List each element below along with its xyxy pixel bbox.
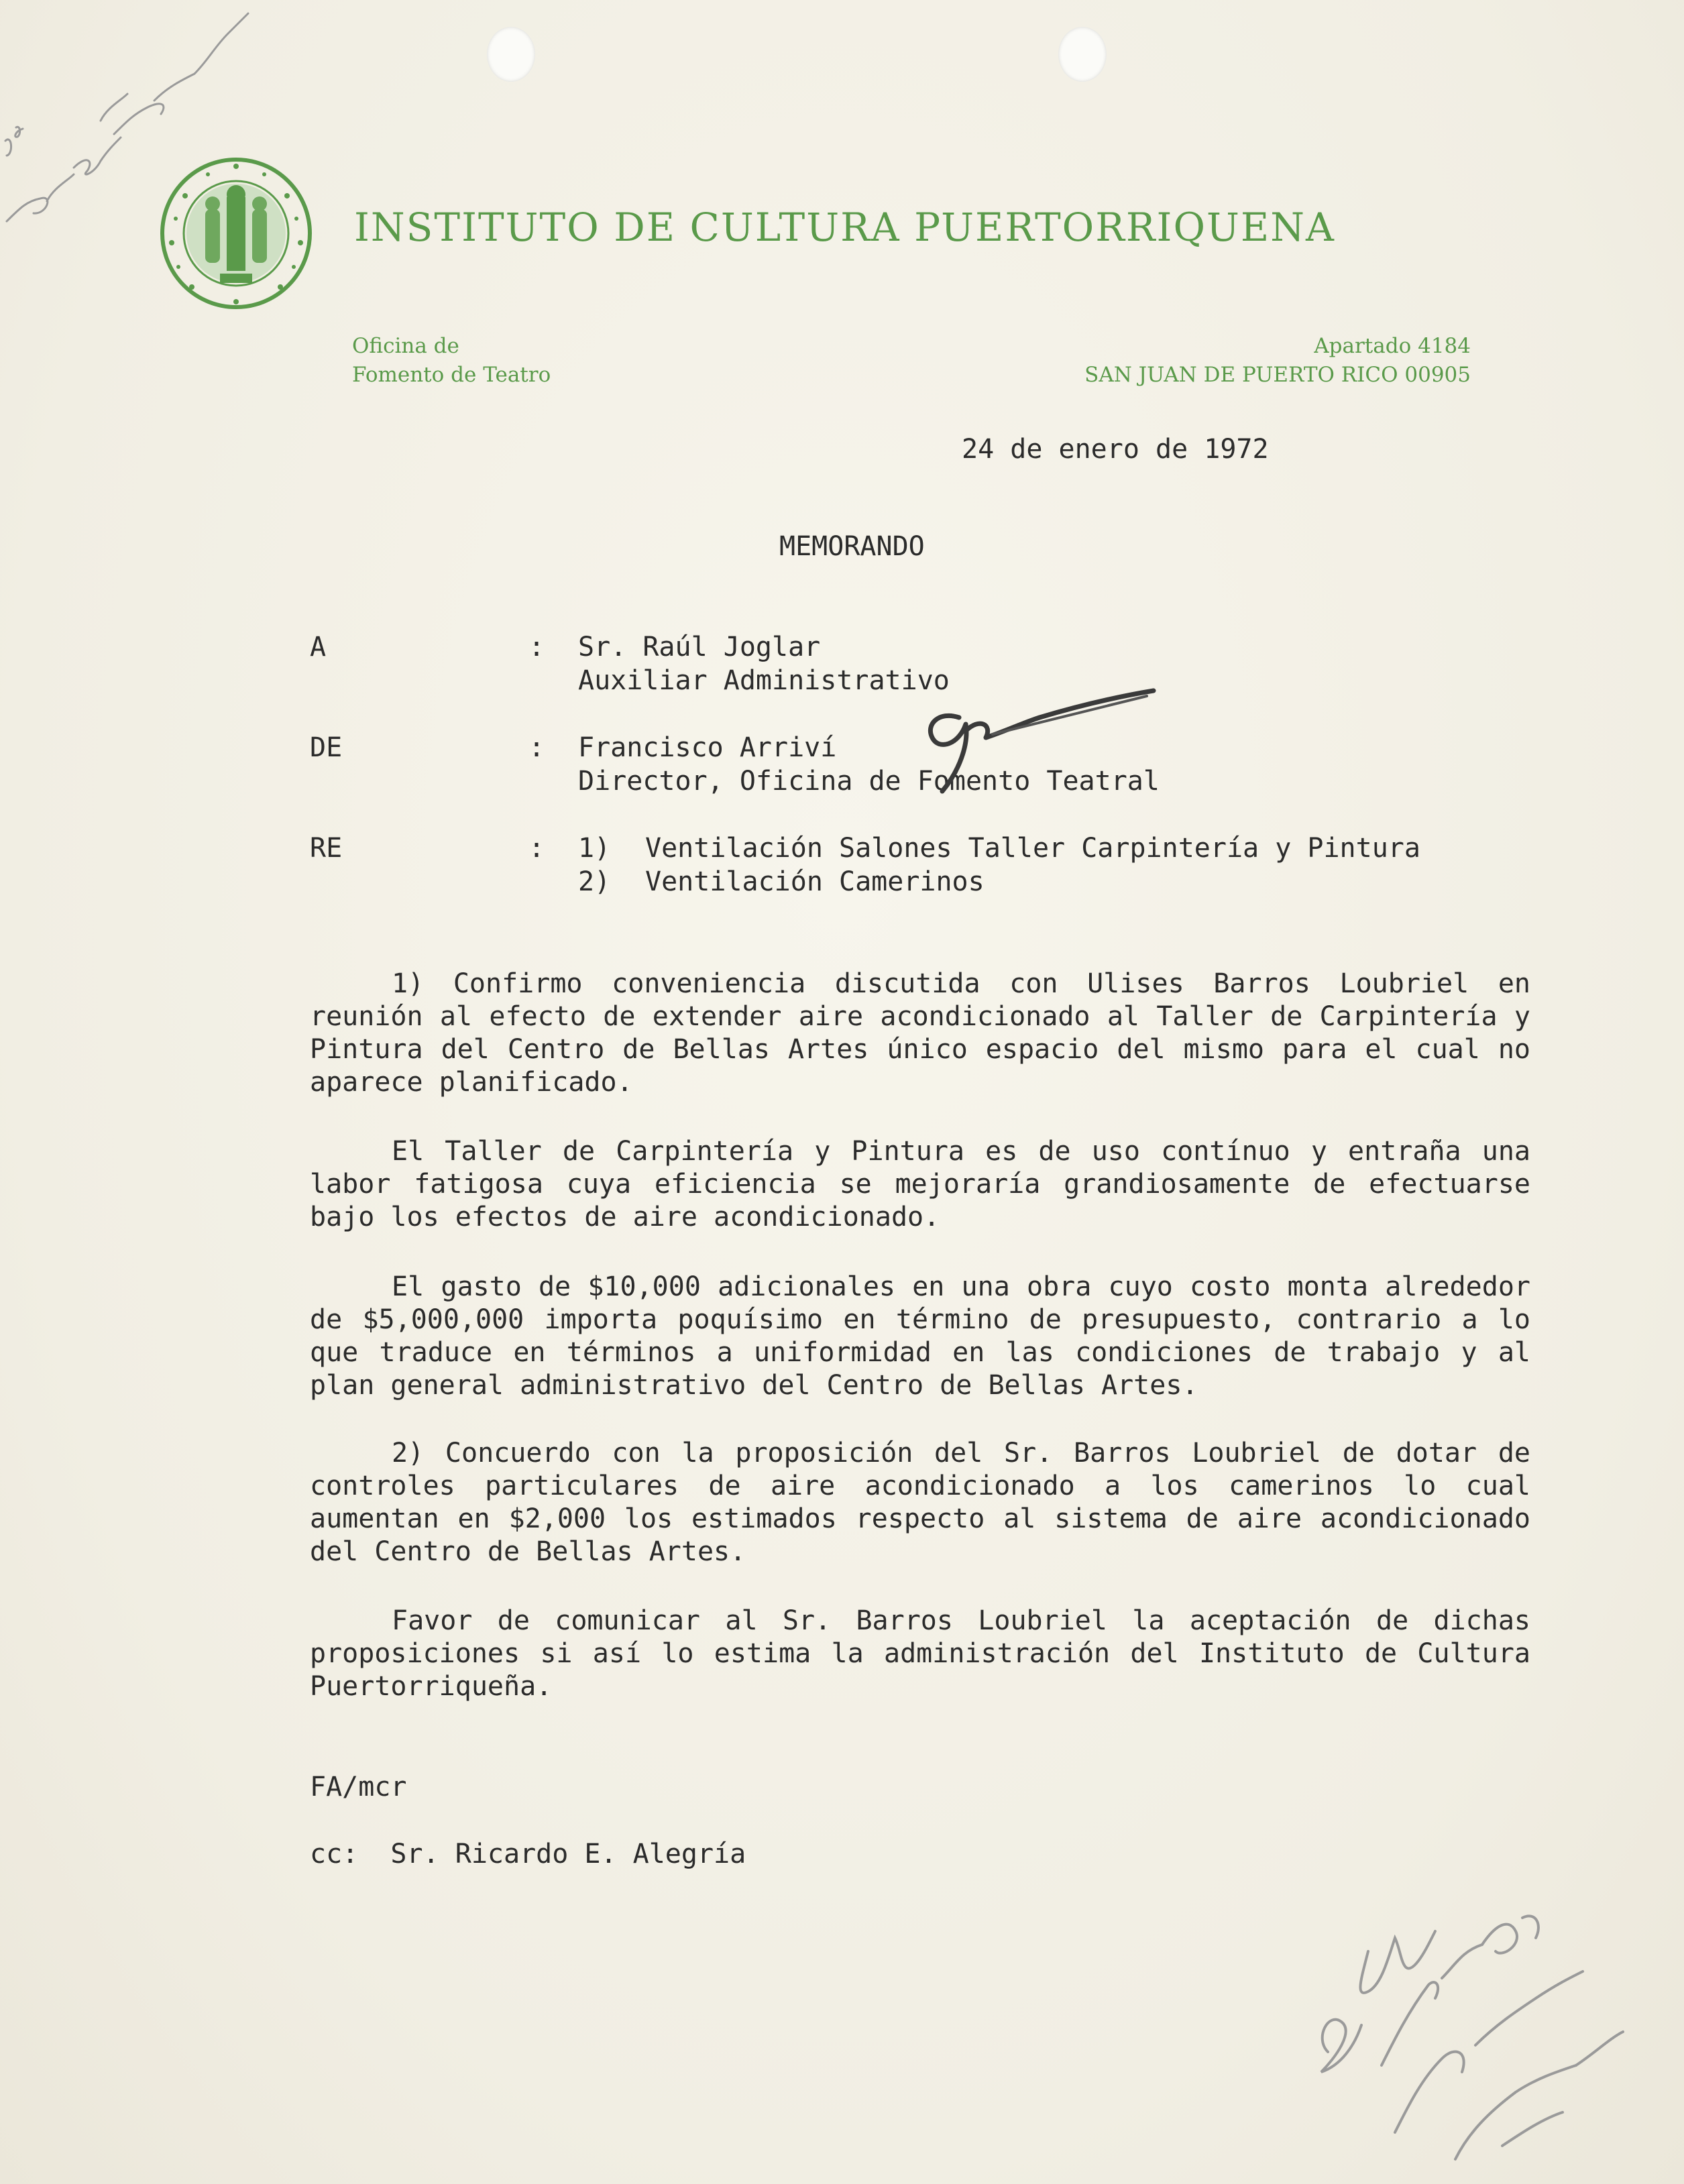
office-block	[352, 332, 551, 390]
office-line: Oficina de	[352, 334, 459, 358]
re-item-number: 1)	[578, 833, 611, 864]
from-title: Director, Oficina de Fomento Teatral	[578, 766, 1160, 797]
paragraph-text: Favor de comunicar al Sr. Barros Loubriel la aceptación de dichas proposiciones si así lo estima la administración del Instituto de Cultura Puertorriqueña.	[310, 1605, 1530, 1702]
body-paragraph	[310, 1135, 1530, 1234]
to-label: A	[310, 632, 327, 663]
re-label: RE	[310, 833, 343, 864]
to-name: Sr. Raúl Joglar	[578, 632, 821, 663]
address-line: SAN JUAN DE PUERTO RICO 00905	[1084, 363, 1471, 387]
body-paragraph	[310, 1271, 1530, 1402]
re-item-number: 2)	[578, 866, 611, 897]
body-paragraph	[310, 968, 1530, 1099]
paragraph-text: 2) Concuerdo con la proposición del Sr. Barros Loubriel de dotar de controles particulares de aire acondicionado a los camerinos lo cual aumentan en $2,000 los estimados respecto al sistema de aire acondicionado del Centro de Bellas Artes.	[310, 1438, 1530, 1567]
institute-seal-logo	[158, 156, 314, 311]
to-title: Auxiliar Administrativo	[578, 665, 950, 696]
reference-initials: FA/mcr	[310, 1772, 407, 1802]
paragraph-text: El gasto de $10,000 adicionales en una obra cuyo costo monta alrededor de $5,000,000 importa poquísimo en término de presupuesto, contrario a lo que traduce en términos a uniformidad en las condiciones de trabajo y al plan general administrativo del Centro de Bellas Artes.	[310, 1271, 1530, 1401]
to-colon: :	[528, 632, 545, 663]
paragraph-text: 1) Confirmo conveniencia discutida con Ulises Barros Loubriel en reunión al efecto de extender aire acondicionado al Taller de Carpintería y Pintura del Centro de Bellas Artes único espacio del mismo para el cual no aparece planificado.	[310, 968, 1530, 1098]
memo-heading: MEMORANDO	[779, 531, 925, 562]
address-line: Apartado 4184	[1314, 334, 1471, 358]
body-paragraph	[310, 1437, 1530, 1568]
memo-date: 24 de enero de 1972	[962, 434, 1269, 465]
paragraph-text: El Taller de Carpintería y Pintura es de uso contínuo y entraña una labor fatigosa cuya eficiencia se mejoraría grandiosamente de efectuarse bajo los efectos de aire acondicionado.	[310, 1136, 1530, 1232]
cc-line: cc: Sr. Ricardo E. Alegría	[310, 1839, 746, 1870]
institution-name: INSTITUTO DE CULTURA PUERTORRIQUENA	[354, 205, 1335, 250]
from-colon: :	[528, 732, 545, 763]
re-item-text: Ventilación Salones Taller Carpintería y Pintura	[645, 833, 1420, 864]
from-label: DE	[310, 732, 343, 763]
from-name: Francisco Arriví	[578, 732, 837, 763]
body-paragraph	[310, 1605, 1530, 1703]
punch-hole	[487, 27, 535, 82]
punch-hole	[1058, 27, 1107, 82]
office-line: Fomento de Teatro	[352, 363, 551, 387]
re-colon: :	[528, 833, 545, 864]
re-item-text: Ventilación Camerinos	[645, 866, 985, 897]
pencil-note-bottom-right	[1301, 1878, 1650, 2173]
address-block	[1084, 332, 1471, 390]
